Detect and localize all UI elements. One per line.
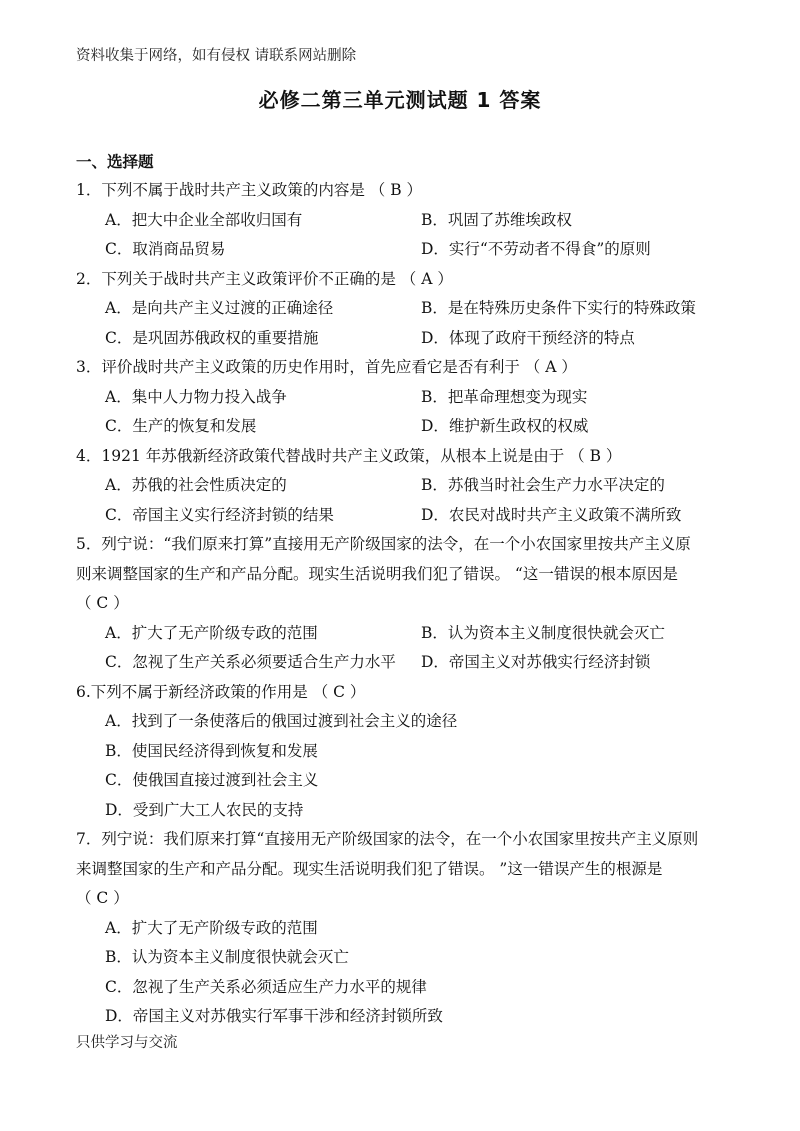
option-text: B．把革命理想变为现实 bbox=[421, 387, 588, 406]
question-stem-line: 来调整国家的生产和产品分配。现实生活说明我们犯了错误。 ”这一错误产生的根源是 bbox=[76, 859, 663, 878]
option-text: C．忽视了生产关系必须要适合生产力水平 bbox=[105, 653, 396, 671]
option-row bbox=[76, 383, 726, 413]
option-text: A．集中人力物力投入战争 bbox=[105, 387, 287, 406]
question-3 bbox=[76, 353, 726, 442]
option-row bbox=[76, 324, 726, 354]
page-title: 必修二第三单元测试题 1 答案 bbox=[258, 88, 542, 112]
option-row bbox=[76, 412, 726, 442]
option-row bbox=[76, 206, 726, 236]
option-row bbox=[76, 501, 726, 531]
section-heading: 一、选择题 bbox=[76, 153, 154, 171]
question-stem-line: 1．下列不属于战时共产主义政策的内容是 （ B ） bbox=[76, 181, 423, 199]
question-1 bbox=[76, 176, 726, 265]
option-text: D．维护新生政权的权威 bbox=[421, 417, 589, 435]
question-stem-line: 3．评价战时共产主义政策的历史作用时，首先应看它是否有利于 （ A ） bbox=[76, 358, 577, 376]
option-row bbox=[76, 294, 726, 324]
question-stem-line: 7．列宁说：我们原来打算“直接用无产阶级国家的法令，在一个小农国家里按共产主义原则 bbox=[76, 830, 699, 848]
option-text: A．扩大了无产阶级专政的范围 bbox=[105, 623, 318, 642]
option-text: C．生产的恢复和发展 bbox=[105, 417, 257, 435]
header-note: 资料收集于网络，如有侵权 请联系网站删除 bbox=[76, 48, 357, 64]
option-row bbox=[76, 648, 726, 678]
option-text: C．使俄国直接过渡到社会主义 bbox=[105, 771, 319, 789]
question-4 bbox=[76, 442, 726, 531]
option-text: C．忽视了生产关系必须适应生产力水平的规律 bbox=[105, 977, 427, 996]
option-row bbox=[76, 619, 726, 649]
option-text: C．是巩固苏俄政权的重要措施 bbox=[105, 328, 319, 347]
option-row bbox=[76, 235, 726, 265]
question-stem-line: 2．下列关于战时共产主义政策评价不正确的是 （ A ） bbox=[76, 269, 453, 288]
option-text: C．取消商品贸易 bbox=[105, 240, 226, 258]
option-row bbox=[76, 471, 726, 501]
option-text: A．是向共产主义过渡的正确途径 bbox=[105, 299, 334, 317]
question-list bbox=[76, 176, 726, 1032]
question-stem-line: 则来调整国家的生产和产品分配。现实生活说明我们犯了错误。 “这一错误的根本原因是 bbox=[76, 564, 678, 583]
question-2 bbox=[76, 265, 726, 354]
option-text: D．农民对战时共产主义政策不满所致 bbox=[421, 505, 682, 524]
question-7 bbox=[76, 825, 726, 1032]
option-text: B．巩固了苏维埃政权 bbox=[421, 210, 572, 229]
question-6 bbox=[76, 678, 726, 826]
option-text: B．认为资本主义制度很快就会灭亡 bbox=[105, 948, 349, 966]
question-stem-line: 4．1921 年苏俄新经济政策代替战时共产主义政策，从根本上说是由于 （ B ） bbox=[76, 446, 622, 465]
option-text: A．苏俄的社会性质决定的 bbox=[105, 476, 287, 494]
question-stem-line: 6.下列不属于新经济政策的作用是 （ C ） bbox=[76, 682, 366, 701]
option-text: D．受到广大工人农民的支持 bbox=[105, 800, 304, 819]
question-stem-line: （ C ） bbox=[76, 889, 129, 907]
option-text: D．体现了政府干预经济的特点 bbox=[421, 328, 635, 347]
option-text: B．认为资本主义制度很快就会灭亡 bbox=[421, 623, 665, 642]
question-stem-line: （ C ） bbox=[76, 594, 129, 612]
option-text: A．扩大了无产阶级专政的范围 bbox=[105, 918, 318, 937]
option-text: B．苏俄当时社会生产力水平决定的 bbox=[421, 476, 665, 494]
option-text: D．实行“不劳动者不得食”的原则 bbox=[421, 240, 651, 258]
option-text: A．找到了一条使落后的俄国过渡到社会主义的途径 bbox=[105, 712, 458, 730]
option-text: B．使国民经济得到恢复和发展 bbox=[105, 741, 318, 760]
option-text: D．帝国主义对苏俄实行军事干涉和经济封锁所致 bbox=[105, 1007, 443, 1025]
option-text: D．帝国主义对苏俄实行经济封锁 bbox=[421, 653, 651, 671]
option-text: A．把大中企业全部收归国有 bbox=[105, 210, 303, 229]
option-text: B．是在特殊历史条件下实行的特殊政策 bbox=[421, 299, 696, 317]
footer-note: 只供学习与交流 bbox=[76, 1035, 178, 1051]
option-text: C．帝国主义实行经济封锁的结果 bbox=[105, 505, 334, 524]
question-stem-line: 5．列宁说：“我们原来打算”直接用无产阶级国家的法令，在一个小农国家里按共产主义原 bbox=[76, 535, 691, 553]
question-5 bbox=[76, 530, 726, 678]
